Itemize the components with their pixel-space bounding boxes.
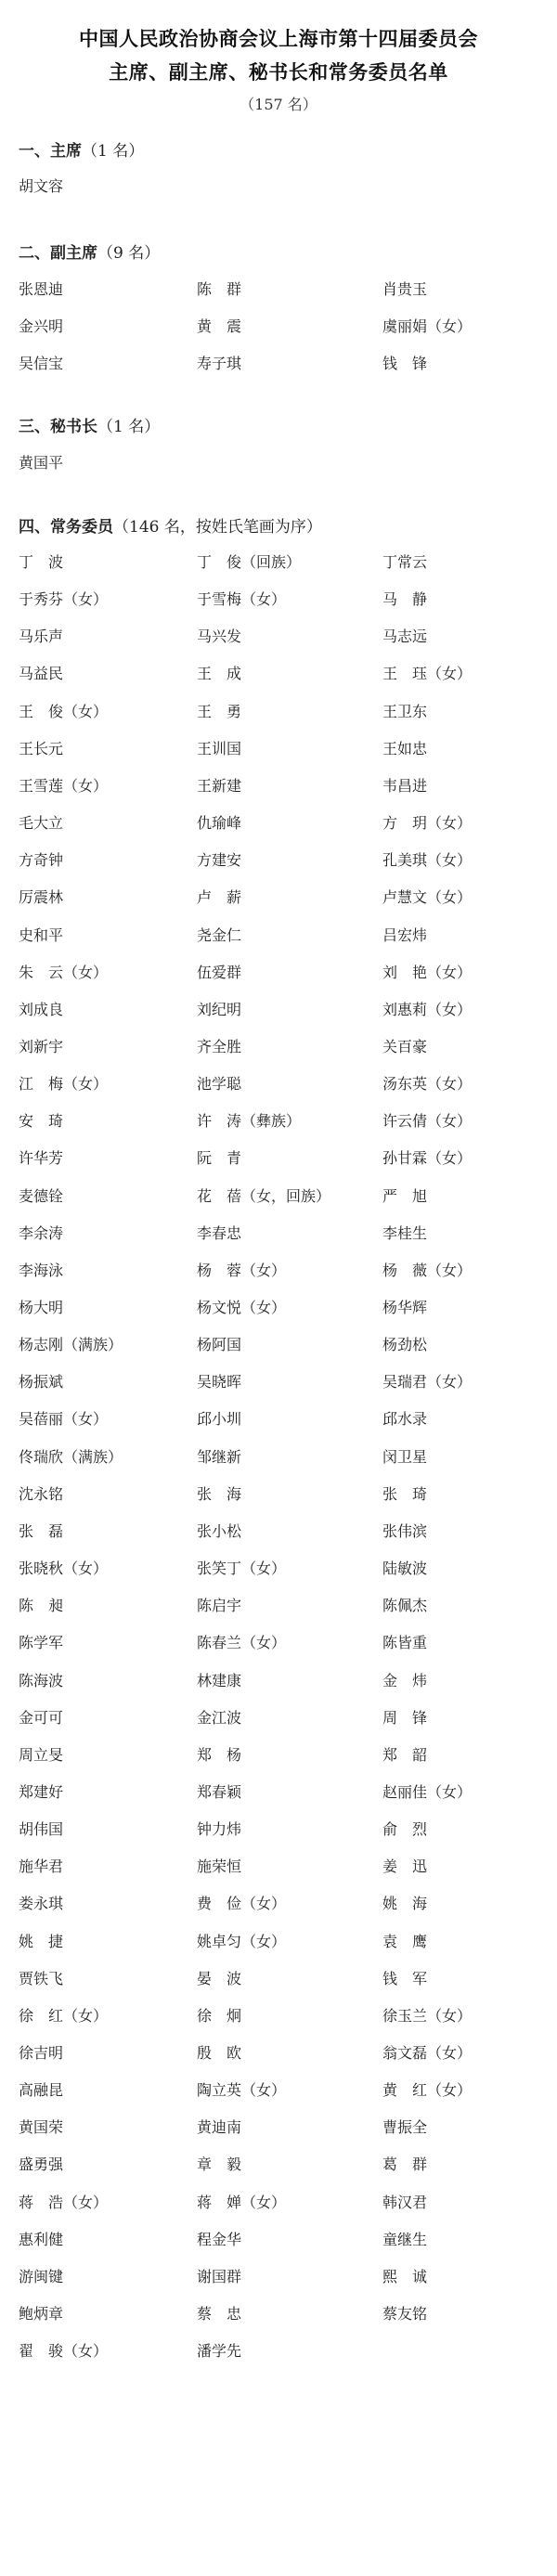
member-name: 佟瑞欣（满族）: [19, 1447, 123, 1466]
member-name: 马兴发: [197, 628, 242, 646]
member-name: 李余涛: [19, 1223, 64, 1242]
member-name: 张晓秋（女）: [19, 1560, 109, 1578]
member-name: 孙甘霖（女）: [382, 1149, 473, 1168]
member-name: 姜 迅: [382, 1858, 428, 1876]
member-name: 程金华: [197, 2230, 242, 2248]
member-name: 施荣恒: [197, 1858, 242, 1876]
member-name: 赵丽佳（女）: [382, 1782, 473, 1801]
member-name: 姚 海: [382, 1895, 428, 1913]
member-name: 花 蓓（女，回族）: [197, 1186, 331, 1205]
member-name: 陆敏波: [382, 1560, 428, 1578]
member-name: 张 琦: [382, 1484, 428, 1503]
section-heading-standing-members: [19, 513, 322, 537]
member-name: 丁 波: [19, 553, 64, 571]
member-name: 毛大立: [19, 814, 64, 833]
member-name: 王训国: [197, 739, 242, 757]
member-name: 贾铁飞: [19, 1969, 64, 1987]
member-name: 吕宏炜: [382, 926, 428, 944]
member-name: 尧金仁: [197, 926, 242, 944]
member-name: 安 琦: [19, 1112, 64, 1131]
member-name: 丁常云: [382, 553, 428, 571]
section-title: 三、秘书长: [19, 418, 97, 436]
member-name: 俞 烈: [382, 1820, 428, 1839]
section-title: 一、主席: [19, 142, 82, 161]
document-title-line1: 中国人民政治协商会议上海市第十四届委员会: [79, 28, 478, 50]
member-name: 高融昆: [19, 2081, 64, 2100]
member-name: 姚卓匀（女）: [197, 1932, 287, 1950]
member-name: 韦昌进: [382, 776, 428, 795]
member-name: 马 静: [382, 590, 428, 609]
member-name: 黄迪南: [197, 2118, 242, 2137]
member-name: 吴晓晖: [197, 1373, 242, 1392]
member-name: 杨阿国: [197, 1336, 242, 1354]
member-name: 方 玥（女）: [382, 814, 473, 833]
member-name: 池学聪: [197, 1075, 242, 1094]
member-name: 卢 薪: [197, 888, 242, 907]
member-name: 沈永铭: [19, 1484, 64, 1503]
member-name: 刘纪明: [197, 1000, 242, 1018]
member-name: 于雪梅（女）: [197, 590, 287, 609]
member-name: 肖贵玉: [382, 280, 428, 298]
member-name: 邱小圳: [197, 1410, 242, 1429]
member-name: 张小松: [197, 1521, 242, 1540]
member-name: 谢国群: [197, 2267, 242, 2285]
member-name: 杨 蓉（女）: [197, 1261, 287, 1279]
member-name: 邹继新: [197, 1447, 242, 1466]
member-name: 马益民: [19, 665, 64, 683]
member-name: 陈 群: [197, 280, 242, 298]
member-name: 齐全胜: [197, 1037, 242, 1055]
member-name: 李海泳: [19, 1261, 64, 1279]
member-name: 蒋 浩（女）: [19, 2193, 109, 2211]
member-name: 娄永琪: [19, 1895, 64, 1913]
member-name: 王 俊（女）: [19, 702, 109, 720]
member-name: 金江波: [197, 1708, 242, 1727]
section-heading-secretary-general: [19, 413, 160, 436]
member-name: 吴蓓丽（女）: [19, 1410, 109, 1429]
member-name: 周立旻: [19, 1745, 64, 1764]
member-name: 许华芳: [19, 1149, 64, 1168]
member-name: 徐玉兰（女）: [382, 2006, 473, 2025]
document-total-count: （157 名）: [240, 96, 317, 113]
member-name: 仇瑜峰: [197, 814, 242, 833]
member-name: 黄 震: [197, 317, 242, 336]
member-name: 韩汉君: [382, 2193, 428, 2211]
member-name: 陈学军: [19, 1634, 64, 1652]
member-name: 王卫东: [382, 702, 428, 720]
member-name: 徐 红（女）: [19, 2006, 109, 2025]
member-name: 王新建: [197, 776, 242, 795]
member-name: 郑 韶: [382, 1745, 428, 1764]
member-name: 蒋 婵（女）: [197, 2193, 287, 2211]
member-name: 伍爱群: [197, 963, 242, 981]
member-name: 徐 炯: [197, 2006, 242, 2025]
member-name: 杨振斌: [19, 1373, 64, 1392]
member-name: 杨 薇（女）: [382, 1261, 473, 1279]
member-name: 金兴明: [19, 317, 64, 336]
member-name: 关百豪: [382, 1037, 428, 1055]
member-name: 邱水录: [382, 1410, 428, 1429]
member-name: 黄 红（女）: [382, 2081, 473, 2100]
member-name: 王长元: [19, 739, 64, 757]
member-name: 翟 骏（女）: [19, 2342, 109, 2361]
member-name: 闵卫星: [382, 1447, 428, 1466]
member-name: 杨劲松: [382, 1336, 428, 1354]
member-name: 胡文容: [19, 177, 64, 195]
member-name: 李春忠: [197, 1223, 242, 1242]
member-name: 王 珏（女）: [382, 665, 473, 683]
member-name: 熙 诚: [382, 2267, 428, 2285]
member-name: 金可可: [19, 1708, 64, 1727]
member-name: 丁 俊（回族）: [197, 553, 302, 571]
member-name: 杨华辉: [382, 1299, 428, 1316]
member-name: 马乐声: [19, 628, 64, 646]
member-name: 钟力炜: [197, 1820, 242, 1839]
member-name: 盛勇强: [19, 2155, 64, 2174]
member-name: 黄国平: [19, 454, 64, 472]
member-name: 汤东英（女）: [382, 1075, 473, 1094]
member-name: 潘学先: [197, 2342, 242, 2361]
member-name: 杨文悦（女）: [197, 1299, 287, 1316]
member-name: 刘成良: [19, 1000, 64, 1018]
member-name: 林建康: [197, 1671, 242, 1689]
member-name: 朱 云（女）: [19, 963, 109, 981]
member-name: 刘 艳（女）: [382, 963, 473, 981]
section-count: （1 名）: [97, 418, 161, 436]
member-name: 蔡 忠: [197, 2305, 242, 2324]
member-name: 黄国荣: [19, 2118, 64, 2137]
member-name: 姚 捷: [19, 1932, 64, 1950]
member-name: 曹振全: [382, 2118, 428, 2137]
member-name: 陈春兰（女）: [197, 1634, 287, 1652]
member-name: 惠利健: [19, 2230, 64, 2248]
member-name: 殷 欧: [197, 2044, 242, 2062]
member-name: 史和平: [19, 926, 64, 944]
member-name: 阮 青: [197, 1149, 242, 1168]
member-name: 杨大明: [19, 1299, 64, 1316]
member-name: 刘新宇: [19, 1037, 64, 1055]
member-name: 鲍炳章: [19, 2305, 64, 2324]
section-title: 二、副主席: [19, 244, 97, 263]
member-name: 寿子琪: [197, 355, 242, 373]
member-name: 许云倩（女）: [382, 1112, 473, 1131]
document-title-line2: 主席、副主席、秘书长和常务委员名单: [109, 61, 448, 84]
member-name: 杨志刚（满族）: [19, 1336, 123, 1354]
member-name: 卢慧文（女）: [382, 888, 473, 907]
member-name: 费 俭（女）: [197, 1895, 287, 1913]
member-name: 江 梅（女）: [19, 1075, 109, 1094]
member-name: 陈海波: [19, 1671, 64, 1689]
section-count: （9 名）: [97, 244, 161, 263]
member-name: 陈佩杰: [382, 1597, 428, 1615]
member-name: 许 涛（彝族）: [197, 1112, 302, 1131]
member-name: 张 磊: [19, 1521, 64, 1540]
member-name: 王雪莲（女）: [19, 776, 109, 795]
member-name: 吴瑞君（女）: [382, 1373, 473, 1392]
member-name: 陈 昶: [19, 1597, 64, 1615]
member-name: 陈皆重: [382, 1634, 428, 1652]
member-name: 孔美琪（女）: [382, 851, 473, 870]
member-name: 童继生: [382, 2230, 428, 2248]
member-name: 周 锋: [382, 1708, 428, 1727]
member-name: 郑建好: [19, 1782, 64, 1801]
member-name: 游闽键: [19, 2267, 64, 2285]
member-name: 钱 军: [382, 1969, 428, 1987]
section-heading-vice-chairmen: [19, 239, 160, 263]
member-name: 虞丽娟（女）: [382, 317, 473, 336]
section-count: （146 名，按姓氏笔画为序）: [113, 518, 322, 537]
member-name: 施华君: [19, 1858, 64, 1876]
member-name: 张伟滨: [382, 1521, 428, 1540]
member-name: 严 旭: [382, 1186, 428, 1205]
member-name: 章 毅: [197, 2155, 242, 2174]
member-name: 翁文磊（女）: [382, 2044, 473, 2062]
member-name: 陈启宇: [197, 1597, 242, 1615]
member-name: 晏 波: [197, 1969, 242, 1987]
member-name: 方奇钟: [19, 851, 64, 870]
member-name: 郑春颖: [197, 1782, 242, 1801]
member-name: 王 成: [197, 665, 242, 683]
member-name: 郑 杨: [197, 1745, 242, 1764]
member-name: 张笑丁（女）: [197, 1560, 287, 1578]
member-name: 于秀芬（女）: [19, 590, 109, 609]
member-name: 张 海: [197, 1484, 242, 1503]
member-name: 张恩迪: [19, 280, 64, 298]
member-name: 王 勇: [197, 702, 242, 720]
member-name: 金 炜: [382, 1671, 428, 1689]
member-name: 袁 鹰: [382, 1932, 428, 1950]
member-name: 马志远: [382, 628, 428, 646]
member-name: 徐吉明: [19, 2044, 64, 2062]
member-name: 蔡友铭: [382, 2305, 428, 2324]
member-name: 钱 锋: [382, 355, 428, 373]
section-heading-chairman: [19, 137, 144, 161]
member-name: 刘惠莉（女）: [382, 1000, 473, 1018]
member-name: 李桂生: [382, 1223, 428, 1242]
member-name: 胡伟国: [19, 1820, 64, 1839]
member-name: 厉震林: [19, 888, 64, 907]
section-count: （1 名）: [82, 142, 145, 161]
member-name: 麦德铨: [19, 1186, 64, 1205]
member-name: 陶立英（女）: [197, 2081, 287, 2100]
member-name: 王如忠: [382, 739, 428, 757]
member-name: 吴信宝: [19, 355, 64, 373]
section-title: 四、常务委员: [19, 518, 113, 537]
member-name: 方建安: [197, 851, 242, 870]
member-name: 葛 群: [382, 2155, 428, 2174]
